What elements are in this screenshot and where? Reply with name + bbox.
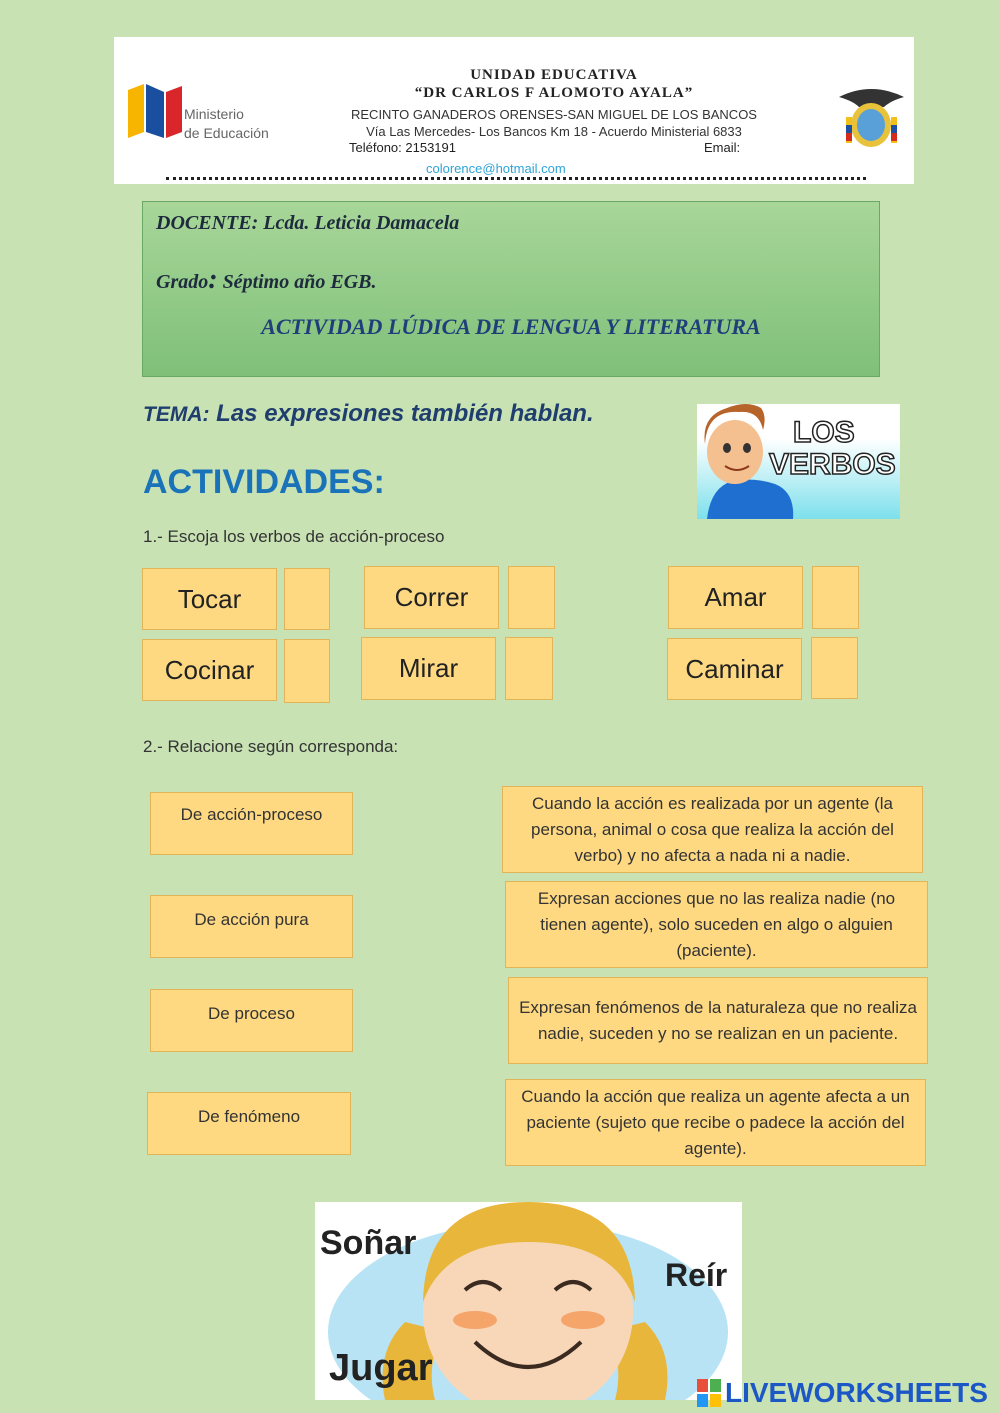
checkbox-correr[interactable] [508,566,555,629]
verb-card-caminar: Caminar [667,638,802,700]
school-name-line1: UNIDAD EDUCATIVA [470,67,638,83]
checkbox-tocar[interactable] [284,568,330,630]
match-right-definition-4[interactable]: Cuando la acción que realiza un agente afecta a un paciente (sujeto que recibe o padece la acción del agente). [505,1079,926,1166]
match-left-proceso[interactable]: De proceso [150,989,353,1052]
checkbox-cocinar[interactable] [284,639,330,703]
email-label: Email: [704,140,741,155]
match-left-fenomeno[interactable]: De fenómeno [147,1092,351,1155]
school-name-line2: “DR CARLOS F ALOMOTO AYALA” [414,85,694,101]
grade-value: Séptimo año EGB. [217,271,377,293]
address-line1: RECINTO GANADEROS ORENSES-SAN MIGUEL DE LOS BANCOS [351,107,757,122]
liveworksheets-logo-icon [697,1379,721,1407]
header-dotted-divider [166,177,866,180]
school-header [114,37,914,184]
topic-value: Las expresiones también hablan. [209,400,594,427]
ministry-line1: Ministerio [184,106,244,122]
verb-card-mirar: Mirar [361,637,496,700]
word-sonar: Soñar [320,1224,417,1262]
match-right-definition-1[interactable]: Cuando la acción es realizada por un agente (la persona, animal o cosa que realiza la acción del verbo) y no afecta a nada ni a nadie. [502,786,923,873]
match-right-definition-2[interactable]: Expresan acciones que no las realiza nadie (no tienen agente), solo suceden en algo o alguien (paciente). [505,881,928,968]
grade-colon: : [208,264,218,295]
teacher-info-box [142,201,880,377]
exercise2-instruction: 2.- Relacione según corresponda: [143,737,399,756]
liveworksheets-watermark [697,1376,988,1410]
teacher-name: DOCENTE: Lcda. Leticia Damacela [156,212,460,234]
verb-card-cocinar: Cocinar [142,639,277,701]
address-line2: Vía Las Mercedes- Los Bancos Km 18 - Acuerdo Ministerial 6833 [366,124,742,139]
match-left-accion-pura[interactable]: De acción pura [150,895,353,958]
activities-title: ACTIVIDADES: [143,463,385,501]
checkbox-caminar[interactable] [811,637,858,699]
word-reir: Reír [665,1257,728,1293]
checkbox-amar[interactable] [812,566,859,629]
los-verbos-image [697,404,900,519]
los-verbos-line2: VERBOS [769,448,896,481]
coat-of-arms-icon [834,87,909,149]
phone-text: Teléfono: 2153191 [349,140,456,155]
email-link[interactable]: colorence@hotmail.com [426,161,566,176]
topic [143,400,594,428]
smiling-girl-image [315,1202,742,1400]
ministry-text [184,105,269,143]
match-left-accion-proceso[interactable]: De acción-proceso [150,792,353,855]
match-right-definition-3[interactable]: Expresan fenómenos de la naturaleza que no realiza nadie, suceden y no se realizan en un paciente. [508,977,928,1064]
ministry-line2: de Educación [184,125,269,141]
grade-label: Grado [156,271,209,293]
word-jugar: Jugar [329,1347,433,1389]
los-verbos-line1: LOS [793,416,855,449]
verb-card-tocar: Tocar [142,568,277,630]
liveworksheets-text: LIVEWORKSHEETS [725,1377,988,1408]
verb-card-correr: Correr [364,566,499,629]
checkbox-mirar[interactable] [505,637,553,700]
topic-label: TEMA: [143,403,210,426]
grade-text [156,264,376,296]
activity-title: ACTIVIDAD LÚDICA DE LENGUA Y LITERATURA [261,314,761,339]
verb-card-amar: Amar [668,566,803,629]
exercise1-instruction: 1.- Escoja los verbos de acción-proceso [143,527,445,546]
